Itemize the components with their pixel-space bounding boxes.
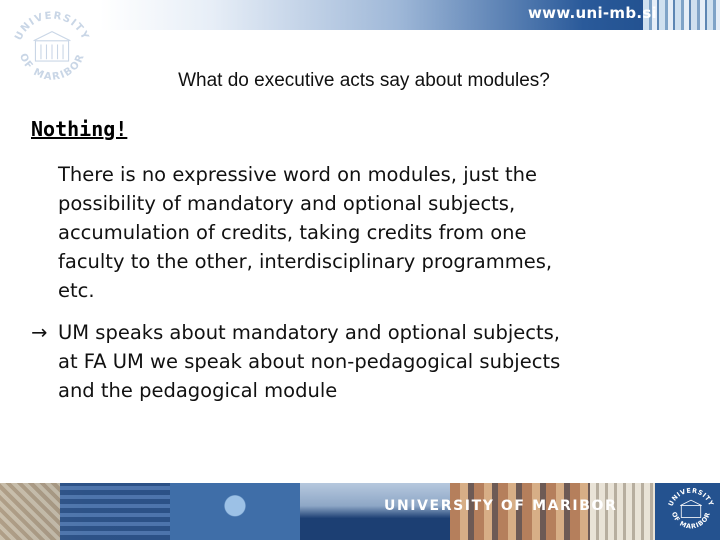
slide-heading: Nothing! (31, 117, 128, 141)
paragraph-1-line-4: faculty to the other, interdisciplinary programmes, (58, 250, 553, 273)
paragraph-2-line-1: UM speaks about mandatory and optional subjects, (58, 321, 561, 344)
footer-label: UNIVERSITY OF MARIBOR (384, 498, 618, 514)
university-seal-icon (664, 484, 718, 538)
svg-text:UNIVERSITY: UNIVERSITY (13, 10, 91, 43)
footer-photo-1 (0, 483, 60, 540)
slide-title: What do executive acts say about modules? (178, 70, 550, 91)
arrow-right-icon: → (31, 321, 48, 344)
footer-photo-2 (60, 483, 170, 540)
paragraph-1-line-2: possibility of mandatory and optional subjects, (58, 192, 516, 215)
paragraph-2 (31, 318, 698, 405)
svg-text:OF MARIBOR: OF MARIBOR (669, 510, 713, 531)
header-url[interactable]: www.uni-mb.si (528, 4, 658, 22)
svg-text:OF MARIBOR: OF MARIBOR (16, 51, 88, 83)
paragraph-2-line-3: and the pedagogical module (58, 379, 338, 402)
footer-photo-3 (170, 483, 300, 540)
paragraph-1-line-3: accumulation of credits, taking credits from one (58, 221, 527, 244)
paragraph-1-line-1: There is no expressive word on modules, just the (58, 163, 537, 186)
paragraph-1-line-5: etc. (58, 279, 95, 302)
svg-text:UNIVERSITY: UNIVERSITY (666, 486, 716, 508)
paragraph-1 (58, 160, 698, 305)
paragraph-2-line-2: at FA UM we speak about non-pedagogical subjects (58, 350, 561, 373)
